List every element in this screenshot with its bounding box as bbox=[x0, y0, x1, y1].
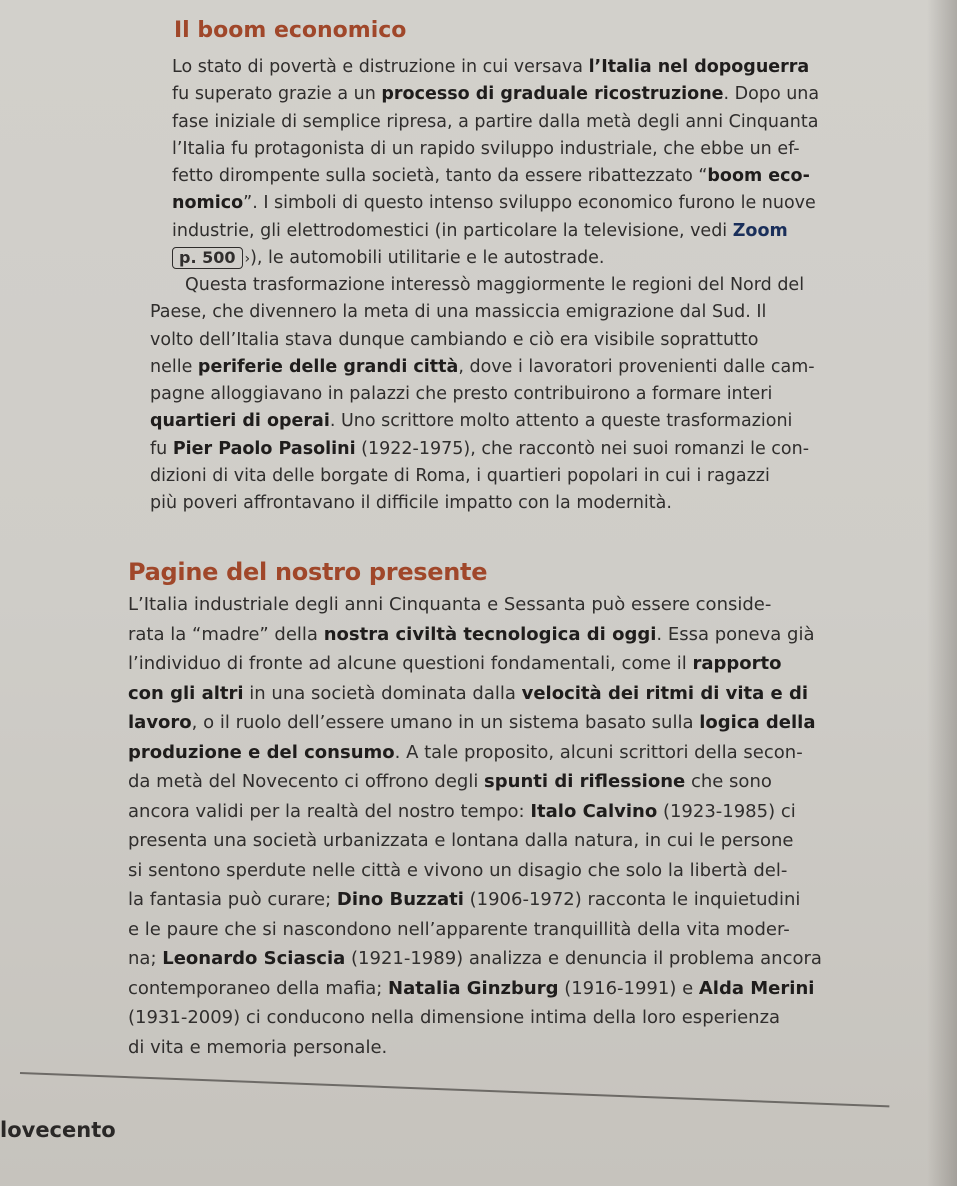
text-line: fu superato grazie a un processo di graduale ricostruzione. Dopo una bbox=[172, 84, 820, 105]
text-line: produzione e del consumo. A tale proposito, alcuni scrittori della secon- bbox=[128, 741, 803, 763]
emphasis-text: velocità dei ritmi di vita e di bbox=[521, 682, 809, 704]
divider-rule bbox=[20, 1072, 889, 1107]
emphasis-text: lavoro bbox=[128, 712, 192, 733]
emphasis-text: Alda Merini bbox=[698, 977, 815, 999]
emphasis-text: processo di graduale ricostruzione bbox=[381, 84, 724, 105]
emphasis-text: periferie delle grandi città bbox=[197, 356, 459, 377]
emphasis-text: logica della bbox=[699, 712, 816, 733]
text-line: fase iniziale di semplice ripresa, a partire dalla metà degli anni Cinquanta bbox=[172, 111, 819, 132]
text-line: la fantasia può curare; Dino Buzzati (1906-1972) racconta le inquietudini bbox=[128, 889, 801, 910]
text-line: dizioni di vita delle borgate di Roma, i quartieri popolari in cui i ragazzi bbox=[150, 466, 770, 487]
text-line: volto dell’Italia stava dunque cambiando e ciò era visibile soprattutto bbox=[150, 329, 759, 350]
paragraph-pagine-presente bbox=[128, 590, 906, 1062]
text-line: l’Italia fu protagonista di un rapido sviluppo industriale, che ebbe un ef- bbox=[172, 138, 800, 159]
emphasis-text: produzione e del consumo bbox=[128, 741, 395, 763]
text-line: p. 500 ›), le automobili utilitarie e le autostrade. bbox=[172, 245, 912, 273]
text-line: l’individuo di fronte ad alcune questioni fondamentali, come il rapporto bbox=[128, 653, 782, 674]
emphasis-text: Italo Calvino bbox=[530, 800, 658, 822]
text-line: Lo stato di povertà e distruzione in cui versava l’Italia nel dopoguerra bbox=[172, 57, 810, 77]
text-line: contemporaneo della mafia; Natalia Ginzburg (1916-1991) e Alda Merini bbox=[128, 977, 815, 999]
text-line: fu Pier Paolo Pasolini (1922-1975), che raccontò nei suoi romanzi le con- bbox=[150, 438, 810, 459]
text-line: fetto dirompente sulla società, tanto da essere ribattezzato “boom eco- bbox=[172, 166, 810, 187]
emphasis-text: Pier Paolo Pasolini bbox=[172, 438, 356, 459]
section-title-pagine-presente: Pagine del nostro presente bbox=[128, 558, 488, 586]
emphasis-text: con gli altri bbox=[128, 682, 244, 704]
arrow-icon: › bbox=[244, 251, 251, 268]
text-line: industrie, gli elettrodomestici (in particolare la televisione, vedi Zoom bbox=[172, 220, 788, 241]
text-line: Paese, che divennero la meta di una massiccia emigrazione dal Sud. Il bbox=[150, 302, 767, 323]
text-line: rata la “madre” della nostra civiltà tecnologica di oggi. Essa poneva già bbox=[128, 623, 815, 645]
emphasis-text: Leonardo Sciascia bbox=[162, 948, 346, 969]
page-edge-shadow bbox=[927, 0, 957, 1186]
text-line: nomico”. I simboli di questo intenso sviluppo economico furono le nuove bbox=[172, 193, 816, 214]
text-line: na; Leonardo Sciascia (1921-1989) analizza e denuncia il problema ancora bbox=[128, 948, 822, 969]
text-line: pagne alloggiavano in palazzi che presto contribuirono a formare interi bbox=[150, 384, 773, 405]
text-line: di vita e memoria personale. bbox=[128, 1036, 388, 1058]
text-line: Questa trasformazione interessò maggiormente le regioni del Nord del bbox=[150, 275, 805, 295]
text-line: e le paure che si nascondono nell’apparente tranquillità della vita moder- bbox=[128, 918, 790, 940]
text-line: nelle periferie delle grandi città, dove i lavoratori provenienti dalle cam- bbox=[150, 356, 815, 377]
text-line: (1931-2009) ci conducono nella dimensione intima della loro esperienza bbox=[128, 1007, 781, 1028]
emphasis-text: quartieri di operai bbox=[150, 411, 330, 432]
paragraph-boom-1 bbox=[172, 54, 912, 273]
text-line: più poveri affrontavano il difficile impatto con la modernità. bbox=[150, 493, 672, 514]
emphasis-text: boom eco- bbox=[707, 166, 810, 187]
zoom-link[interactable]: Zoom bbox=[732, 220, 788, 241]
emphasis-text: Natalia Ginzburg bbox=[388, 977, 559, 999]
emphasis-text: Dino Buzzati bbox=[336, 889, 464, 910]
text-line: lavoro, o il ruolo dell’essere umano in un sistema basato sulla logica della bbox=[128, 712, 816, 733]
text-line: quartieri di operai. Uno scrittore molto attento a queste trasformazioni bbox=[150, 411, 793, 432]
text-line: presenta una società urbanizzata e lontana dalla natura, in cui le persone bbox=[128, 830, 794, 851]
section-title-boom-economico: Il boom economico bbox=[174, 18, 407, 43]
emphasis-text: spunti di riflessione bbox=[484, 771, 686, 792]
running-footer-label: lovecento bbox=[0, 1118, 116, 1142]
paragraph-boom-2 bbox=[150, 272, 908, 518]
emphasis-text: nostra civiltà tecnologica di oggi bbox=[323, 623, 657, 645]
page-reference-badge[interactable]: p. 500 bbox=[172, 247, 243, 269]
emphasis-text: rapporto bbox=[692, 653, 782, 674]
emphasis-text: l’Italia nel dopoguerra bbox=[588, 57, 810, 77]
text-line: con gli altri in una società dominata dalla velocità dei ritmi di vita e di bbox=[128, 682, 809, 704]
text-line: L’Italia industriale degli anni Cinquanta e Sessanta può essere conside- bbox=[128, 594, 772, 615]
text-line: ancora validi per la realtà del nostro tempo: Italo Calvino (1923-1985) ci bbox=[128, 800, 796, 822]
text-line: si sentono sperdute nelle città e vivono un disagio che solo la libertà del- bbox=[128, 859, 788, 881]
text-line: da metà del Novecento ci offrono degli spunti di riflessione che sono bbox=[128, 771, 772, 792]
emphasis-text: nomico bbox=[172, 193, 244, 214]
